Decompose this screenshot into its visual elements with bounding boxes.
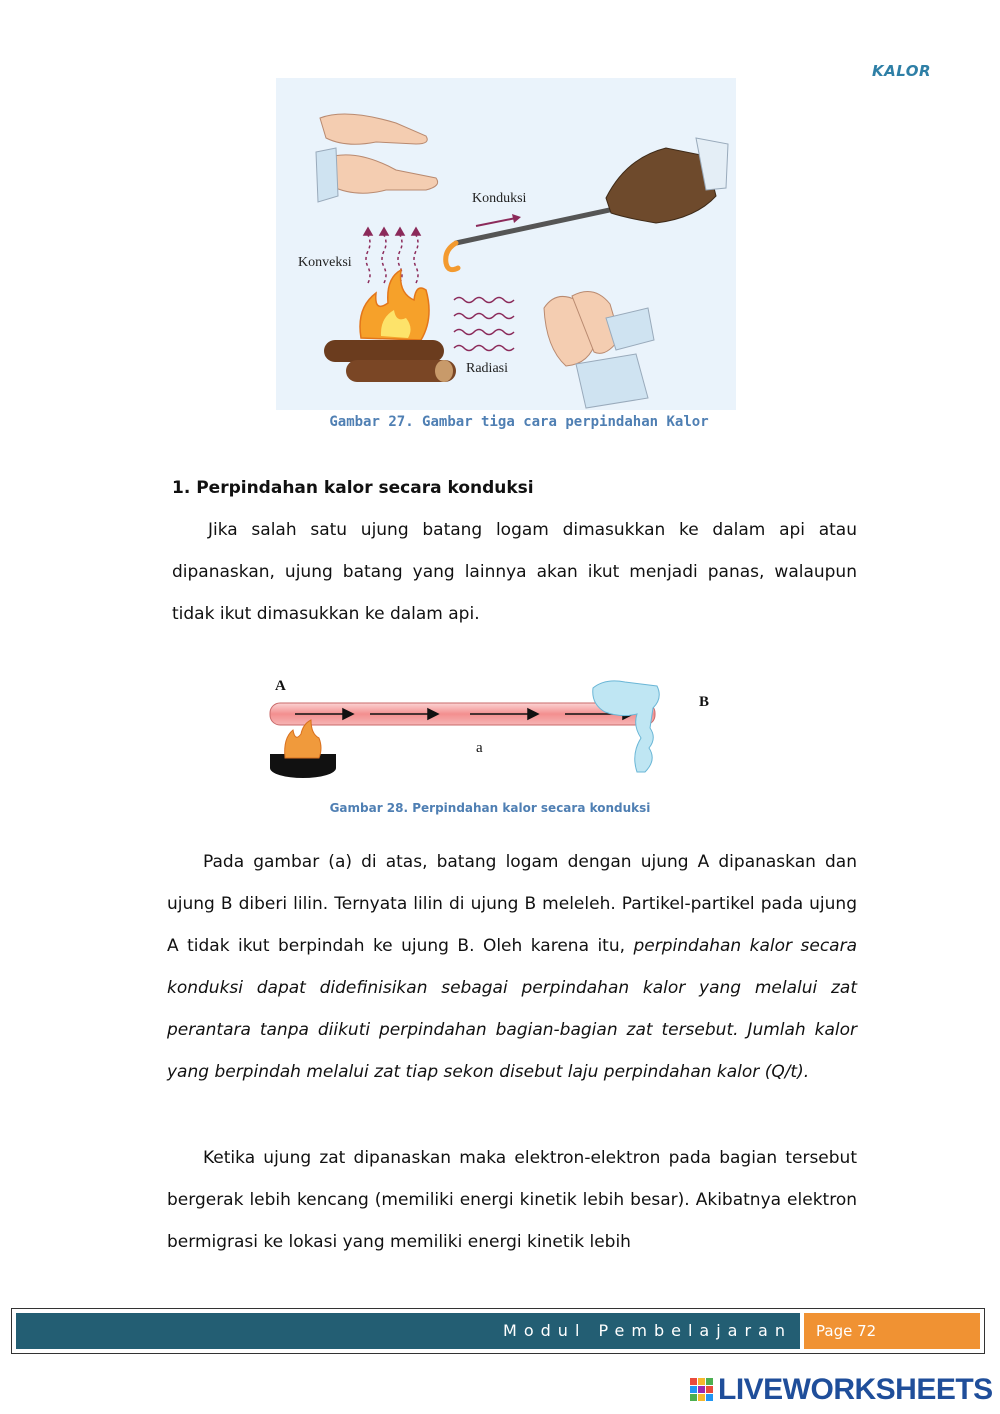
convection-arrows (364, 228, 420, 283)
label-figure-a: a (476, 740, 483, 756)
wax-icon (593, 681, 660, 772)
paragraph-intro-text: Jika salah satu ujung batang logam dimasukkan ke dalam api atau dipanaskan, ujung batang yang lainnya akan ikut menjadi panas, walaupun tidak ikut dimasukkan ke dalam api. (172, 520, 857, 624)
label-end-a: A (275, 678, 286, 694)
label-end-b: B (699, 694, 710, 710)
section-heading-conduction: 1. Perpindahan kalor secara konduksi (172, 478, 534, 498)
liveworksheets-logo-icon (690, 1378, 714, 1402)
label-konduksi: Konduksi (472, 191, 527, 206)
definition-italic-text: perpindahan kalor secara konduksi dapat didefinisikan sebagai perpindahan kalor yang melalui zat perantara tanpa diikuti perpindahan bagian-bagian zat tersebut. Jumlah kalor yang berpindah melalui zat tiap sekon disebut laju perpindahan kalor (Q/t). (167, 936, 858, 1082)
footer-page-number: Page 72 (804, 1313, 980, 1349)
liveworksheets-brand[interactable] (690, 1372, 993, 1408)
paragraph-electrons (167, 1137, 857, 1263)
paragraph-intro (172, 509, 857, 635)
brand-name: LIVEWORKSHEETS (718, 1373, 993, 1406)
label-radiasi: Radiasi (466, 361, 508, 376)
radiation-waves (454, 298, 514, 351)
paragraph-definition-text: Pada gambar (a) di atas, batang logam dengan ujung A dipanaskan dan ujung B diberi lilin. Ternyata lilin di ujung B meleleh. Partikel-partikel pada ujung A tidak ikut berpindah ke ujung B. Oleh karena itu, (167, 852, 857, 956)
paragraph-definition (167, 841, 857, 1093)
label-konveksi: Konveksi (298, 255, 352, 270)
conduction-rod-illustration (265, 668, 735, 780)
chapter-label: KALOR (872, 62, 932, 80)
heat-transfer-illustration (276, 78, 736, 410)
hands-radiation-icon (544, 292, 654, 409)
burner-icon (270, 720, 336, 778)
campfire-icon (324, 270, 456, 382)
hand-top-icon (316, 114, 438, 202)
figure-27-caption: Gambar 27. Gambar tiga cara perpindahan Kalor (329, 414, 709, 430)
paragraph-electrons-text: Ketika ujung zat dipanaskan maka elektron-elektron pada bagian tersebut bergerak lebih kencang (memiliki energi kinetik lebih besar). Akibatnya elektron bermigrasi ke lokasi yang memiliki energi kinetik lebih (167, 1148, 857, 1252)
footer-module-title: Modul Pembelajaran (16, 1313, 800, 1349)
figure-28-caption: Gambar 28. Perpindahan kalor secara konduksi (329, 801, 651, 815)
